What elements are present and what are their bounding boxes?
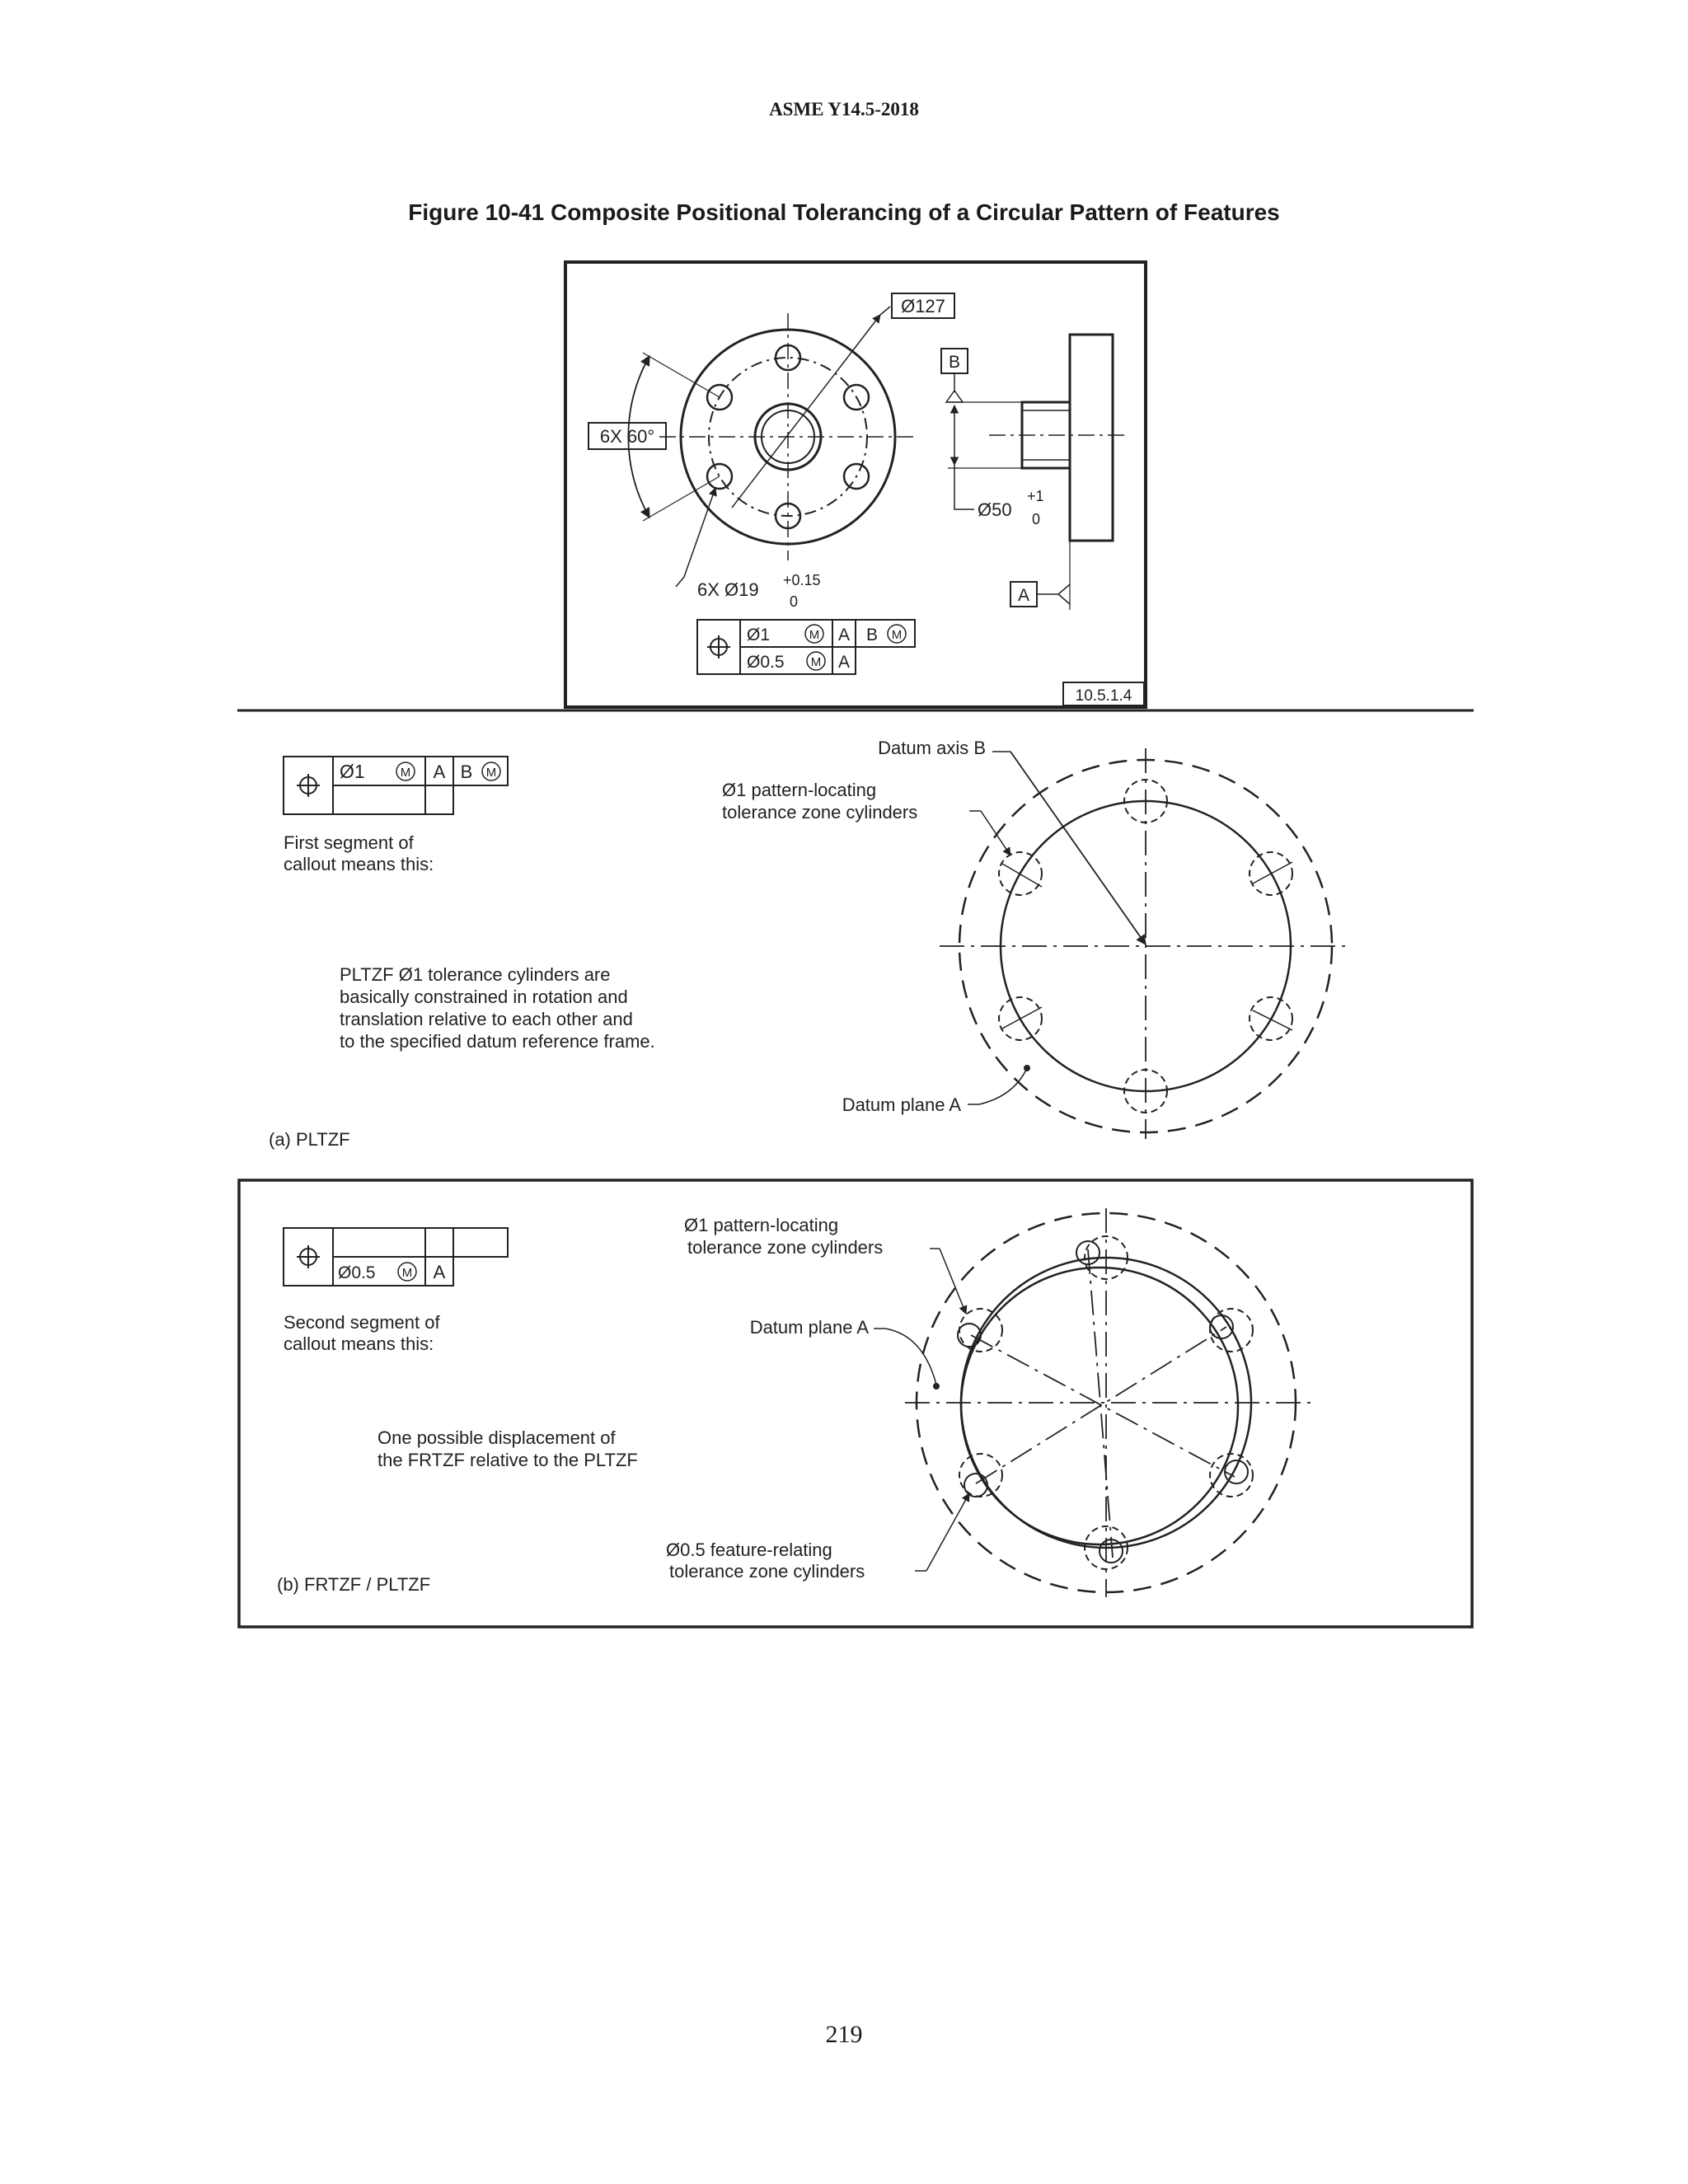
fcf-row2-mmc: M [810, 655, 822, 669]
panel-a-fcf-datum-b: B [460, 762, 473, 782]
panel-b-fcf-tol: Ø0.5 [338, 1263, 376, 1282]
panel-b-fr-cylinders [958, 1241, 1248, 1563]
panel-a-fcf-tol: Ø1 [340, 761, 365, 782]
page-header: ASME Y14.5-2018 [769, 99, 919, 120]
hole-tol-lower: 0 [790, 593, 799, 610]
panel-a-note-1: First segment of [284, 832, 414, 853]
panel-b-note-1: Second segment of [284, 1312, 440, 1333]
panel-a-desc-3: translation relative to each other and [340, 1009, 633, 1029]
fcf-row1-mmc: M [809, 628, 820, 642]
panel-b-fcf-datum-a: A [433, 1262, 446, 1282]
panel-b-note-2: callout means this: [284, 1333, 434, 1354]
angle-callout: 6X 60° [599, 426, 655, 447]
flange-front-view [628, 307, 917, 587]
panel-b-desc-1: One possible displacement of [377, 1427, 616, 1448]
panel-a-note-2: callout means this: [284, 854, 434, 874]
panel-a-fcf-datum-a: A [433, 762, 446, 782]
panel-b [239, 1180, 1472, 1627]
panel-a-fcf-datum-b-mmc: M [485, 766, 497, 780]
panel-a-datum-axis-label: Datum axis B [878, 738, 986, 758]
hole-tol-upper: +0.15 [783, 572, 821, 588]
fcf-row2-tol: Ø0.5 [747, 653, 785, 672]
bolt-circle-dia: Ø127 [901, 296, 945, 316]
part-drawing [565, 262, 1146, 707]
fcf-row2-datum-a: A [837, 653, 851, 672]
panel-a-pattern-diagram [940, 748, 1352, 1139]
panel-b-fr-label-2: tolerance zone cylinders [669, 1561, 865, 1582]
panel-b-cyl-label-1: Ø1 pattern-locating [684, 1215, 839, 1235]
panel-b-caption: (b) FRTZF / PLTZF [277, 1574, 431, 1595]
panel-a-fcf [284, 757, 508, 814]
shaft-tol-upper: +1 [1027, 488, 1044, 504]
panel-b-pattern-diagram [874, 1208, 1312, 1597]
panel-a-caption: (a) PLTZF [269, 1129, 350, 1150]
flange-side-view [941, 335, 1129, 610]
panel-a [269, 738, 1352, 1150]
datum-a-symbol: A [1017, 586, 1030, 605]
fcf-row1-datum-b-mmc: M [891, 628, 903, 642]
figure-title: Figure 10-41 Composite Positional Tolerancing of a Circular Pattern of Features [408, 199, 1280, 225]
panel-a-cyl-label-1: Ø1 pattern-locating [722, 780, 877, 800]
panel-b-cyl-label-2: tolerance zone cylinders [687, 1237, 884, 1258]
feature-control-frame [697, 620, 915, 674]
hole-callout: 6X Ø19 [697, 579, 759, 600]
panel-b-datum-plane-label: Datum plane A [749, 1317, 869, 1338]
datum-b-symbol: B [948, 353, 961, 372]
panel-b-fcf [284, 1228, 508, 1286]
panel-a-desc-1: PLTZF Ø1 tolerance cylinders are [340, 964, 611, 985]
shaft-tol-lower: 0 [1032, 511, 1041, 527]
page-number: 219 [825, 2021, 863, 2048]
panel-b-desc-2: the FRTZF relative to the PLTZF [377, 1450, 638, 1470]
fcf-row1-tol: Ø1 [747, 626, 771, 644]
panel-a-cyl-label-2: tolerance zone cylinders [722, 802, 918, 823]
panel-a-desc-2: basically constrained in rotation and [340, 987, 628, 1007]
fcf-row1-datum-b: B [865, 626, 879, 644]
panel-a-desc-4: to the specified datum reference frame. [340, 1031, 655, 1052]
fcf-row1-datum-a: A [837, 626, 851, 644]
panel-a-datum-plane-label: Datum plane A [842, 1094, 961, 1115]
panel-b-fcf-mmc: M [401, 1266, 413, 1280]
panel-a-fcf-mmc: M [400, 766, 411, 780]
ref-section: 10.5.1.4 [1075, 687, 1132, 705]
shaft-dia: Ø50 [978, 499, 1012, 520]
panel-b-fr-label-1: Ø0.5 feature-relating [666, 1540, 832, 1560]
